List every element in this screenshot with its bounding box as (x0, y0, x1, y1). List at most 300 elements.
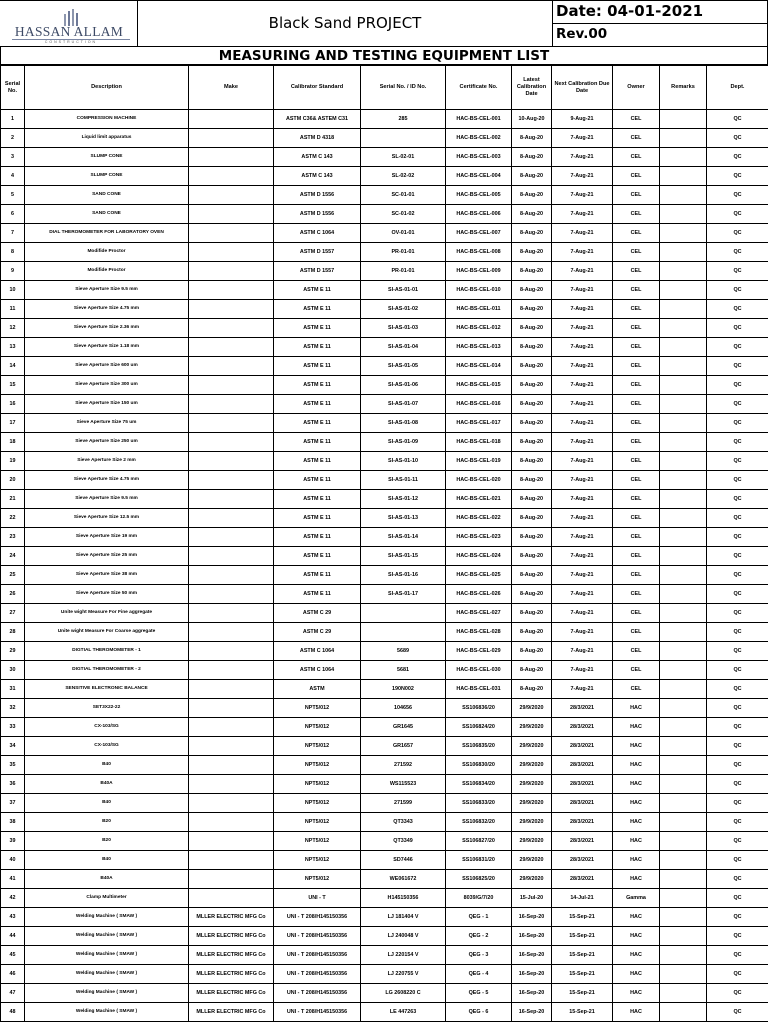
cell-latest-calibration: 16-Sep-20 (512, 984, 552, 1003)
cell-remarks (660, 775, 707, 794)
cell-make (189, 300, 274, 319)
document-revision: Rev.00 (556, 26, 608, 42)
cell-latest-calibration: 29/9/2020 (512, 813, 552, 832)
table-row (1, 186, 768, 205)
cell-serial: 2 (1, 129, 25, 148)
cell-description: Welding Machine ( SMAW ) (25, 965, 189, 984)
cell-standard: ASTM (274, 680, 361, 699)
cell-dept: QC (707, 243, 768, 262)
cell-certificate: HAC-BS-CEL-002 (446, 129, 512, 148)
cell-next-calibration: 7-Aug-21 (552, 338, 613, 357)
cell-standard: ASTM C 29 (274, 604, 361, 623)
cell-serial: 16 (1, 395, 25, 414)
cell-description: DIAL THEROMOMETER FOR LABORATORY OVEN (25, 224, 189, 243)
table-row (1, 1003, 768, 1022)
cell-latest-calibration: 8-Aug-20 (512, 395, 552, 414)
cell-remarks (660, 1003, 707, 1022)
cell-make (189, 205, 274, 224)
cell-owner: CEL (613, 262, 660, 281)
cell-dept: QC (707, 585, 768, 604)
cell-latest-calibration: 8-Aug-20 (512, 452, 552, 471)
cell-serial-id: LE 447263 (361, 1003, 446, 1022)
cell-serial-id: 285 (361, 110, 446, 129)
cell-owner: CEL (613, 604, 660, 623)
table-row (1, 547, 768, 566)
cell-serial-id: 5681 (361, 661, 446, 680)
cell-remarks (660, 604, 707, 623)
cell-next-calibration: 7-Aug-21 (552, 224, 613, 243)
cell-certificate: HAC-BS-CEL-027 (446, 604, 512, 623)
cell-owner: CEL (613, 414, 660, 433)
cell-make (189, 224, 274, 243)
cell-description: SLUMP CONE (25, 148, 189, 167)
cell-standard: ASTM E 11 (274, 300, 361, 319)
cell-standard: NPT5/012 (274, 870, 361, 889)
cell-dept: QC (707, 661, 768, 680)
cell-serial-id (361, 129, 446, 148)
cell-next-calibration: 28/3/2021 (552, 870, 613, 889)
cell-standard: NPT5/012 (274, 699, 361, 718)
cell-certificate: HAC-BS-CEL-024 (446, 547, 512, 566)
cell-remarks (660, 756, 707, 775)
cell-serial-id: LJ 181404 V (361, 908, 446, 927)
cell-next-calibration: 15-Sep-21 (552, 1003, 613, 1022)
cell-next-calibration: 28/3/2021 (552, 718, 613, 737)
cell-make (189, 452, 274, 471)
cell-serial: 43 (1, 908, 25, 927)
cell-make (189, 395, 274, 414)
cell-certificate: HAC-BS-CEL-009 (446, 262, 512, 281)
cell-standard: UNI - T 208/H145150356 (274, 965, 361, 984)
cell-serial: 12 (1, 319, 25, 338)
cell-serial-id: GR1645 (361, 718, 446, 737)
cell-latest-calibration: 8-Aug-20 (512, 604, 552, 623)
cell-make (189, 737, 274, 756)
cell-make (189, 870, 274, 889)
cell-serial: 6 (1, 205, 25, 224)
cell-certificate: HAC-BS-CEL-030 (446, 661, 512, 680)
cell-owner: HAC (613, 927, 660, 946)
cell-serial: 35 (1, 756, 25, 775)
cell-serial: 42 (1, 889, 25, 908)
cell-owner: HAC (613, 737, 660, 756)
cell-owner: CEL (613, 167, 660, 186)
cell-serial-id: PR-01-01 (361, 262, 446, 281)
table-row (1, 813, 768, 832)
cell-description: Sieve Aperture Size 250 um (25, 433, 189, 452)
cell-serial-id: QT3343 (361, 813, 446, 832)
cell-description: Sieve Aperture Size 50 mm (25, 585, 189, 604)
cell-remarks (660, 642, 707, 661)
table-row (1, 338, 768, 357)
cell-serial-id: 271592 (361, 756, 446, 775)
cell-description: Sieve Aperture Size 2.36 mm (25, 319, 189, 338)
cell-standard: ASTM E 11 (274, 566, 361, 585)
cell-owner: CEL (613, 547, 660, 566)
cell-standard: UNI - T 208/H145150356 (274, 946, 361, 965)
cell-latest-calibration: 8-Aug-20 (512, 642, 552, 661)
cell-owner: CEL (613, 471, 660, 490)
cell-certificate: HAC-BS-CEL-013 (446, 338, 512, 357)
cell-dept: QC (707, 756, 768, 775)
cell-standard: ASTM D 1556 (274, 205, 361, 224)
cell-remarks (660, 908, 707, 927)
cell-latest-calibration: 16-Sep-20 (512, 1003, 552, 1022)
cell-next-calibration: 28/3/2021 (552, 699, 613, 718)
col-header-serial: Serial No. (1, 66, 25, 110)
cell-latest-calibration: 8-Aug-20 (512, 490, 552, 509)
cell-remarks (660, 566, 707, 585)
cell-standard: ASTM E 11 (274, 452, 361, 471)
cell-next-calibration: 7-Aug-21 (552, 433, 613, 452)
cell-remarks (660, 623, 707, 642)
cell-owner: HAC (613, 718, 660, 737)
cell-certificate: HAC-BS-CEL-025 (446, 566, 512, 585)
cell-description: B40A (25, 870, 189, 889)
cell-standard: ASTM E 11 (274, 376, 361, 395)
cell-latest-calibration: 8-Aug-20 (512, 547, 552, 566)
cell-remarks (660, 718, 707, 737)
cell-standard: UNI - T 208/H145150356 (274, 984, 361, 1003)
cell-remarks (660, 357, 707, 376)
cell-serial-id: SI-AS-01-06 (361, 376, 446, 395)
cell-description: Sieve Aperture Size 75 um (25, 414, 189, 433)
cell-serial-id: SI-AS-01-08 (361, 414, 446, 433)
cell-certificate: HAC-BS-CEL-031 (446, 680, 512, 699)
cell-dept: QC (707, 110, 768, 129)
cell-next-calibration: 7-Aug-21 (552, 205, 613, 224)
cell-latest-calibration: 29/9/2020 (512, 794, 552, 813)
cell-next-calibration: 7-Aug-21 (552, 281, 613, 300)
col-header-make: Make (189, 66, 274, 110)
cell-standard: ASTM C 1064 (274, 642, 361, 661)
col-header-standard: Calibrator Standard (274, 66, 361, 110)
cell-serial: 17 (1, 414, 25, 433)
cell-certificate: HAC-BS-CEL-007 (446, 224, 512, 243)
table-row (1, 832, 768, 851)
cell-serial: 30 (1, 661, 25, 680)
cell-owner: CEL (613, 566, 660, 585)
cell-latest-calibration: 8-Aug-20 (512, 338, 552, 357)
col-header-latest-calibration: Latest Calibration Date (512, 66, 552, 110)
cell-standard: ASTM E 11 (274, 433, 361, 452)
cell-make (189, 680, 274, 699)
cell-latest-calibration: 8-Aug-20 (512, 224, 552, 243)
cell-certificate: HAC-BS-CEL-022 (446, 509, 512, 528)
cell-certificate: HAC-BS-CEL-029 (446, 642, 512, 661)
cell-latest-calibration: 8-Aug-20 (512, 471, 552, 490)
cell-description: Sieve Aperture Size 150 um (25, 395, 189, 414)
cell-owner: Gamma (613, 889, 660, 908)
cell-standard: ASTM C 143 (274, 148, 361, 167)
cell-standard: NPT5/012 (274, 794, 361, 813)
table-row (1, 528, 768, 547)
cell-serial: 18 (1, 433, 25, 452)
cell-remarks (660, 243, 707, 262)
cell-remarks (660, 224, 707, 243)
cell-certificate: SS106831/20 (446, 851, 512, 870)
cell-standard: ASTM E 11 (274, 585, 361, 604)
cell-make (189, 281, 274, 300)
cell-standard: UNI - T (274, 889, 361, 908)
cell-description: Unite wight Measure For Fine aggregate (25, 604, 189, 623)
cell-certificate: QEG - 1 (446, 908, 512, 927)
cell-serial-id: LJ 240048 V (361, 927, 446, 946)
cell-make (189, 699, 274, 718)
cell-serial: 31 (1, 680, 25, 699)
cell-description: Sieve Aperture Size 1.18 mm (25, 338, 189, 357)
cell-certificate: HAC-BS-CEL-023 (446, 528, 512, 547)
cell-certificate: HAC-BS-CEL-020 (446, 471, 512, 490)
cell-latest-calibration: 8-Aug-20 (512, 414, 552, 433)
cell-certificate: HAC-BS-CEL-001 (446, 110, 512, 129)
cell-serial: 7 (1, 224, 25, 243)
cell-dept: QC (707, 889, 768, 908)
cell-owner: CEL (613, 338, 660, 357)
cell-remarks (660, 528, 707, 547)
cell-serial-id: 5689 (361, 642, 446, 661)
table-row (1, 680, 768, 699)
cell-make (189, 794, 274, 813)
cell-next-calibration: 7-Aug-21 (552, 547, 613, 566)
cell-serial: 39 (1, 832, 25, 851)
cell-serial-id: LG 2608220 C (361, 984, 446, 1003)
cell-serial: 1 (1, 110, 25, 129)
cell-serial: 11 (1, 300, 25, 319)
cell-next-calibration: 7-Aug-21 (552, 319, 613, 338)
cell-make (189, 414, 274, 433)
cell-serial-id: PR-01-01 (361, 243, 446, 262)
cell-next-calibration: 28/3/2021 (552, 813, 613, 832)
cell-next-calibration: 7-Aug-21 (552, 148, 613, 167)
table-row (1, 870, 768, 889)
cell-serial: 38 (1, 813, 25, 832)
table-row (1, 756, 768, 775)
table-row (1, 471, 768, 490)
cell-next-calibration: 7-Aug-21 (552, 604, 613, 623)
cell-owner: HAC (613, 965, 660, 984)
cell-standard: ASTM D 1557 (274, 262, 361, 281)
cell-description: Welding Machine ( SMAW ) (25, 946, 189, 965)
cell-certificate: HAC-BS-CEL-010 (446, 281, 512, 300)
cell-description: Sieve Aperture Size 9.5 mm (25, 281, 189, 300)
cell-standard: ASTM D 1557 (274, 243, 361, 262)
cell-serial: 41 (1, 870, 25, 889)
cell-owner: HAC (613, 946, 660, 965)
table-body (1, 110, 768, 1022)
cell-owner: HAC (613, 1003, 660, 1022)
cell-dept: QC (707, 870, 768, 889)
cell-next-calibration: 7-Aug-21 (552, 471, 613, 490)
cell-certificate: HAC-BS-CEL-026 (446, 585, 512, 604)
cell-serial-id: SI-AS-01-10 (361, 452, 446, 471)
col-header-remarks: Remarks (660, 66, 707, 110)
table-row (1, 243, 768, 262)
cell-description: SENSITIVE ELECTRONIC BALANCE (25, 680, 189, 699)
cell-dept: QC (707, 129, 768, 148)
cell-next-calibration: 28/3/2021 (552, 794, 613, 813)
table-row (1, 376, 768, 395)
table-row (1, 946, 768, 965)
cell-dept: QC (707, 566, 768, 585)
cell-make (189, 376, 274, 395)
cell-owner: CEL (613, 110, 660, 129)
cell-description: Welding Machine ( SMAW ) (25, 1003, 189, 1022)
project-title: Black Sand PROJECT (268, 14, 422, 32)
cell-standard: ASTM E 11 (274, 547, 361, 566)
cell-make (189, 604, 274, 623)
cell-standard: ASTM E 11 (274, 338, 361, 357)
cell-certificate: HAC-BS-CEL-006 (446, 205, 512, 224)
cell-make (189, 243, 274, 262)
cell-description: B40A (25, 775, 189, 794)
cell-owner: CEL (613, 376, 660, 395)
cell-dept: QC (707, 832, 768, 851)
cell-standard: UNI - T 208/H145150356 (274, 908, 361, 927)
cell-description: SAND CONE (25, 205, 189, 224)
cell-description: Sieve Aperture Size 38 mm (25, 566, 189, 585)
cell-certificate: HAC-BS-CEL-008 (446, 243, 512, 262)
cell-owner: CEL (613, 642, 660, 661)
cell-next-calibration: 28/3/2021 (552, 775, 613, 794)
cell-next-calibration: 15-Sep-21 (552, 946, 613, 965)
cell-latest-calibration: 8-Aug-20 (512, 680, 552, 699)
table-row (1, 661, 768, 680)
cell-standard: UNI - T 208/H145150356 (274, 927, 361, 946)
cell-owner: CEL (613, 186, 660, 205)
cell-dept: QC (707, 984, 768, 1003)
table-row (1, 433, 768, 452)
cell-latest-calibration: 8-Aug-20 (512, 300, 552, 319)
cell-owner: CEL (613, 319, 660, 338)
table-row (1, 262, 768, 281)
cell-standard: NPT5/012 (274, 851, 361, 870)
cell-make: MLLER ELECTRIC MFG Co (189, 946, 274, 965)
cell-remarks (660, 414, 707, 433)
cell-serial: 4 (1, 167, 25, 186)
company-logo-subtitle: CONSTRUCTION (12, 39, 130, 44)
table-row (1, 110, 768, 129)
cell-dept: QC (707, 680, 768, 699)
cell-serial: 9 (1, 262, 25, 281)
cell-remarks (660, 927, 707, 946)
cell-next-calibration: 7-Aug-21 (552, 680, 613, 699)
table-row (1, 851, 768, 870)
cell-certificate: QEG - 6 (446, 1003, 512, 1022)
cell-serial-id: SI-AS-01-15 (361, 547, 446, 566)
cell-dept: QC (707, 395, 768, 414)
cell-next-calibration: 7-Aug-21 (552, 509, 613, 528)
cell-standard: ASTM E 11 (274, 319, 361, 338)
table-row (1, 414, 768, 433)
cell-make (189, 623, 274, 642)
cell-serial-id (361, 604, 446, 623)
cell-remarks (660, 148, 707, 167)
table-row (1, 148, 768, 167)
cell-remarks (660, 737, 707, 756)
cell-description: CX-103/SG (25, 737, 189, 756)
cell-latest-calibration: 29/9/2020 (512, 775, 552, 794)
cell-owner: CEL (613, 357, 660, 376)
cell-next-calibration: 7-Aug-21 (552, 243, 613, 262)
cell-next-calibration: 7-Aug-21 (552, 452, 613, 471)
cell-certificate: SS106833/20 (446, 794, 512, 813)
cell-make (189, 851, 274, 870)
cell-certificate: HAC-BS-CEL-015 (446, 376, 512, 395)
cell-serial-id: 104656 (361, 699, 446, 718)
table-row (1, 129, 768, 148)
cell-description: B40 (25, 794, 189, 813)
cell-owner: CEL (613, 623, 660, 642)
cell-next-calibration: 7-Aug-21 (552, 262, 613, 281)
cell-next-calibration: 15-Sep-21 (552, 984, 613, 1003)
cell-owner: HAC (613, 984, 660, 1003)
cell-serial-id: H145150356 (361, 889, 446, 908)
cell-certificate: HAC-BS-CEL-021 (446, 490, 512, 509)
cell-make (189, 547, 274, 566)
cell-remarks (660, 471, 707, 490)
cell-make (189, 528, 274, 547)
cell-standard: ASTM E 11 (274, 471, 361, 490)
cell-remarks (660, 946, 707, 965)
cell-dept: QC (707, 490, 768, 509)
cell-description: Clamp Multimeter (25, 889, 189, 908)
cell-standard: ASTM E 11 (274, 509, 361, 528)
cell-serial: 8 (1, 243, 25, 262)
cell-latest-calibration: 8-Aug-20 (512, 186, 552, 205)
cell-dept: QC (707, 186, 768, 205)
cell-serial: 15 (1, 376, 25, 395)
table-row (1, 357, 768, 376)
cell-certificate: QEG - 5 (446, 984, 512, 1003)
cell-make (189, 490, 274, 509)
table-row (1, 927, 768, 946)
cell-make (189, 756, 274, 775)
cell-standard: NPT5/012 (274, 756, 361, 775)
cell-next-calibration: 7-Aug-21 (552, 357, 613, 376)
cell-next-calibration: 14-Jul-21 (552, 889, 613, 908)
table-row (1, 604, 768, 623)
table-row (1, 167, 768, 186)
table-row (1, 490, 768, 509)
cell-latest-calibration: 29/9/2020 (512, 851, 552, 870)
cell-serial-id: SI-AS-01-02 (361, 300, 446, 319)
cell-latest-calibration: 8-Aug-20 (512, 528, 552, 547)
cell-remarks (660, 338, 707, 357)
cell-next-calibration: 7-Aug-21 (552, 490, 613, 509)
cell-remarks (660, 319, 707, 338)
cell-make: MLLER ELECTRIC MFG Co (189, 927, 274, 946)
cell-dept: QC (707, 509, 768, 528)
cell-serial: 3 (1, 148, 25, 167)
cell-description: Sieve Aperture Size 12.5 mm (25, 509, 189, 528)
cell-standard: NPT5/012 (274, 832, 361, 851)
cell-remarks (660, 585, 707, 604)
table-header-row (1, 66, 768, 110)
cell-description: Unite wight Measure For Coarse aggregate (25, 623, 189, 642)
cell-latest-calibration: 8-Aug-20 (512, 585, 552, 604)
cell-remarks (660, 813, 707, 832)
cell-certificate: HAC-BS-CEL-003 (446, 148, 512, 167)
cell-description: Sieve Aperture Size 4.75 mm (25, 300, 189, 319)
cell-next-calibration: 28/3/2021 (552, 851, 613, 870)
cell-serial-id: 190N002 (361, 680, 446, 699)
cell-serial: 47 (1, 984, 25, 1003)
cell-serial: 44 (1, 927, 25, 946)
cell-certificate: HAC-BS-CEL-028 (446, 623, 512, 642)
cell-serial-id: LJ 220755 V (361, 965, 446, 984)
cell-dept: QC (707, 452, 768, 471)
